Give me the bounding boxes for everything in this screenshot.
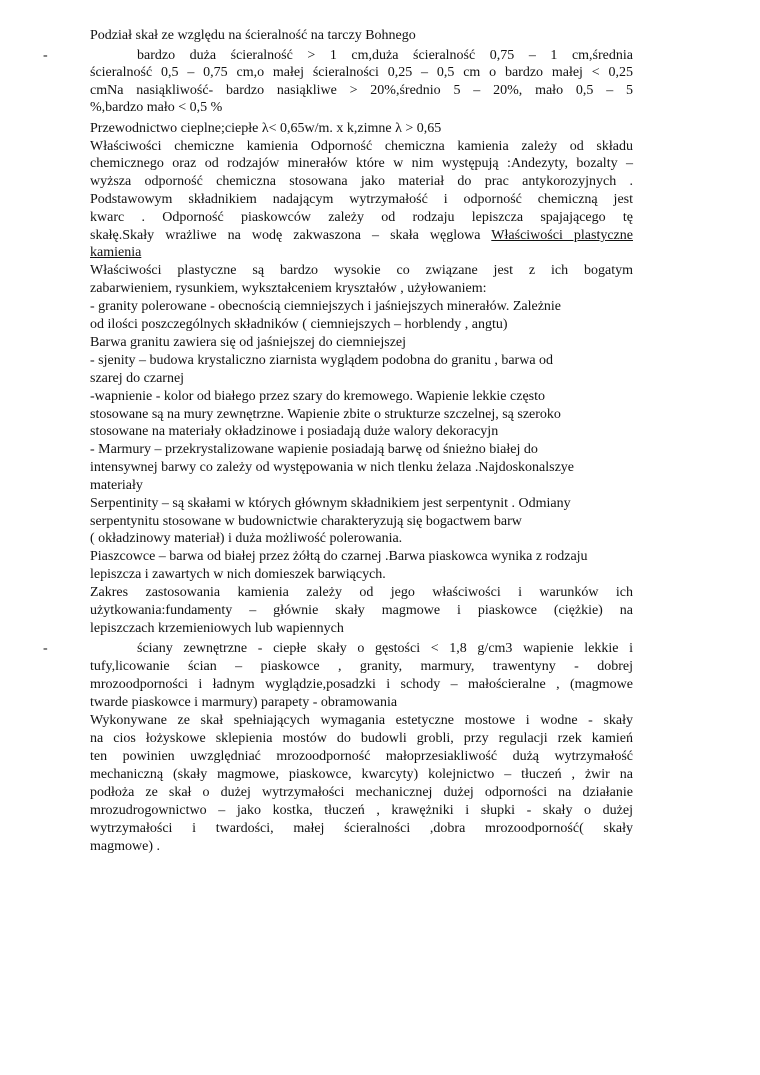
text-span: skałę.Skały wrażliwe na wodę zakwaszona – skała węglowa xyxy=(90,228,492,243)
text-line: tufy,licowanie ścian – piaskowce , granity, marmury, trawentyny - dobrej xyxy=(90,659,633,674)
text-line: bardzo duża ścieralność > 1 cm,duża ścieralność 0,75 – 1 cm,średnia xyxy=(137,48,633,63)
text-line: magmowe) . xyxy=(90,839,160,854)
text-line: kwarc . Odporność piaskowców zależy od rodzaju lepiszcza spajającego tę xyxy=(90,210,633,225)
text-line: mechaniczną (skały magmowe, piaskowce, kwarcyty) kolejnictwo – tłuczeń , żwir na xyxy=(90,767,633,782)
text-line: ten powinien uwzględniać mrozoodporność małoprzesiakliwość dużą wytrzymałość xyxy=(90,749,633,764)
text-line: cmNa nasiąkliwość- bardzo nasiąkliwe > 20%,średnio 5 – 20%, mało 0,5 – 5 xyxy=(90,83,633,98)
text-line: szarej do czarnej xyxy=(90,371,185,386)
text-line: mrozoodporności i ładnym wyglądzie,posadzki i schody – małościeralne , (magmowe xyxy=(90,677,633,692)
text-line: ścieralność 0,5 – 0,75 cm,o małej ścieralności 0,25 – 0,5 cm o bardzo małej < 0,25 xyxy=(90,65,633,80)
text-line: na cios łożyskowe sklepienia mostów do budowli grobli, przy regulacji rzek kamień xyxy=(90,731,633,746)
text-line: stosowane są na mury zewnętrzne. Wapienie zbite o strukturze szczelnej, są szeroko xyxy=(90,407,561,422)
text-line: - granity polerowane - obecnością ciemniejszych i jaśniejszych minerałów. Zależnie xyxy=(90,299,562,314)
text-line: lepiszcza i zawartych w nich domieszek barwiących. xyxy=(90,567,386,582)
text-line: Piaszcowce – barwa od białej przez żółtą do czarnej .Barwa piaskowca wynika z rodzaju xyxy=(90,549,588,564)
text-line: Podstawowym składnikiem nadającym wytrzymałość i odporność chemiczną jest xyxy=(90,192,633,207)
thermal-conductivity-line: Przewodnictwo cieplne;ciepłe λ< 0,65w/m. x k,zimne λ > 0,65 xyxy=(90,121,442,136)
text-line: twarde piaskowce i marmury) parapety - obramowania xyxy=(90,695,398,710)
text-line: -wapnienie - kolor od białego przez szary do kremowego. Wapienie lekkie często xyxy=(90,389,545,404)
text-line: wytrzymałości i twardości, małej ścieralności ,dobra mrozoodporność( skały xyxy=(90,821,633,836)
page-title: Podział skał ze względu na ścieralność na tarczy Bohnego xyxy=(90,28,416,43)
text-line: Właściwości plastyczne są bardzo wysokie co związane jest z ich bogatym xyxy=(90,263,633,278)
underlined-heading: Właściwości plastyczne xyxy=(491,228,633,243)
text-line: Zakres zastosowania kamienia zależy od jego właściwości i warunków ich xyxy=(90,585,633,600)
text-line: podłoża ze skał o dużej wytrzymałości mechanicznej dużej odporności na działanie xyxy=(90,785,633,800)
text-line: serpentynitu stosowane w budownictwie charakteryzują się bogactwem barw xyxy=(90,514,522,529)
text-line: lepiszczach krzemieniowych lub wapiennych xyxy=(90,621,344,636)
text-line: intensywnej barwy co zależy od występowania w nich tlenku żelaza .Najdoskonalszye xyxy=(90,460,574,475)
text-line xyxy=(90,227,633,244)
text-line: ( okładzinowy materiał) i duża możliwość polerowania. xyxy=(90,531,403,546)
text-line: - Marmury – przekrystalizowane wapienie posiadają barwę od śnieżno białej do xyxy=(90,442,538,457)
text-line: Serpentinity – są skałami w których głównym składnikiem jest serpentynit . Odmiany xyxy=(90,496,571,511)
text-line: stosowane na materiały okładzinowe i posiadają duże walory dekoracyjn xyxy=(90,424,499,439)
text-line: od ilości poszczególnych składników ( ciemniejszych – horblendy , angtu) xyxy=(90,317,508,332)
text-line: Barwa granitu zawiera się od jaśniejszej do ciemniejszej xyxy=(90,335,407,350)
text-line: ściany zewnętrzne - ciepłe skały o gęstości < 1,8 g/cm3 wapienie lekkie i xyxy=(137,641,633,656)
text-line: chemicznego oraz od rodzajów minerałów które w nim występują :Andezyty, bozalty – xyxy=(90,156,633,171)
text-line: Wykonywane ze skał spełniających wymagania estetyczne mostowe i wodne - skały xyxy=(90,713,633,728)
underlined-heading-tail: kamienia xyxy=(90,245,142,260)
text-line: użytkowania:fundamenty – głównie skały magmowe i piaskowce (ciężkie) na xyxy=(90,603,633,618)
text-line: zabarwieniem, rysunkiem, wykształceniem kryształów , użyłowaniem: xyxy=(90,281,487,296)
text-line: wyższa odporność chemiczna stosowana jako materiał do prac antykorozyjnych . xyxy=(90,174,633,189)
text-line: - sjenity – budowa krystaliczno ziarnista wyglądem podobna do granitu , barwa od xyxy=(90,353,554,368)
text-line: Właściwości chemiczne kamienia Odporność chemiczna kamienia zależy od składu xyxy=(90,139,633,154)
text-line: mrozudrogownictwo – jako kostka, tłuczeń , krawężniki i słupki - skały o dużej xyxy=(90,803,633,818)
bullet-marker: - xyxy=(43,641,48,656)
text-line: materiały xyxy=(90,478,143,493)
bullet-marker: - xyxy=(43,48,48,63)
text-line: %,bardzo mało < 0,5 % xyxy=(90,100,223,115)
